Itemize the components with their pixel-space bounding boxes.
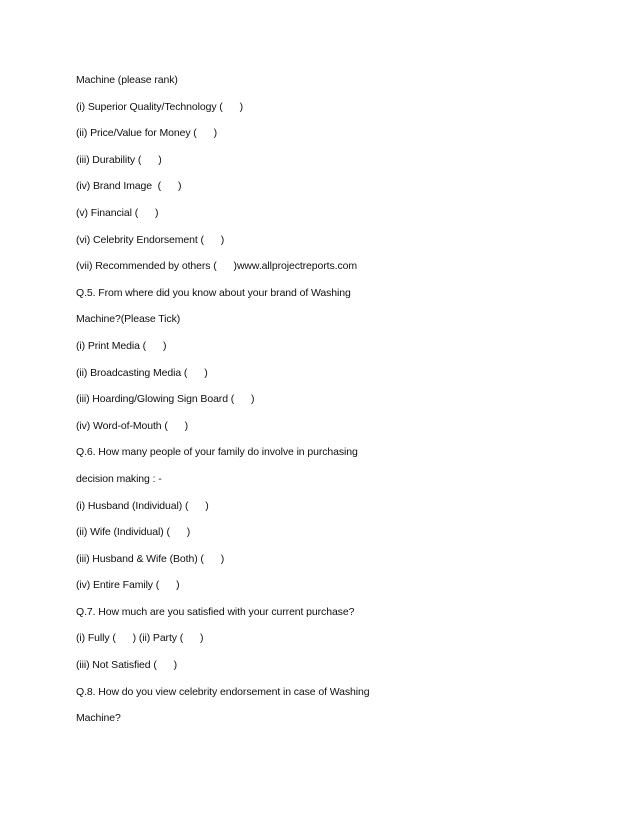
text-line: (ii) Wife (Individual) ( ) — [76, 526, 191, 539]
text-line: (iv) Entire Family ( ) — [76, 579, 180, 592]
text-line: Machine? — [76, 712, 121, 725]
text-line: (iii) Husband & Wife (Both) ( ) — [76, 552, 225, 565]
text-line: Machine (please rank) — [76, 74, 178, 86]
document-body — [76, 72, 596, 737]
text-line: (i) Print Media ( ) — [76, 339, 167, 352]
question-heading: Q.6. How many people of your family do involve in purchasing — [76, 446, 358, 459]
text-line: (iv) Word-of-Mouth ( ) — [76, 419, 189, 432]
text-line: (i) Fully ( ) (ii) Party ( ) — [76, 632, 204, 645]
text-line: (ii) Broadcasting Media ( ) — [76, 366, 208, 379]
text-line: (vii) Recommended by others ( )www.allprojectreports.com — [76, 260, 357, 273]
text-line: (v) Financial ( ) — [76, 206, 159, 219]
text-line: (ii) Price/Value for Money ( ) — [76, 127, 218, 140]
text-line: (vi) Celebrity Endorsement ( ) — [76, 233, 225, 246]
question-heading: Q.8. How do you view celebrity endorsement in case of Washing — [76, 685, 370, 698]
text-line: Machine?(Please Tick) — [76, 313, 181, 326]
text-line: (iv) Brand Image ( ) — [76, 180, 182, 193]
question-heading: Q.5. From where did you know about your brand of Washing — [76, 286, 351, 299]
question-heading: Q.7. How much are you satisfied with your current purchase? — [76, 605, 355, 618]
text-line: (i) Superior Quality/Technology ( ) — [76, 100, 243, 113]
text-line: (iii) Durability ( ) — [76, 153, 162, 166]
text-line: (iii) Hoarding/Glowing Sign Board ( ) — [76, 393, 255, 406]
text-line: (iii) Not Satisfied ( ) — [76, 659, 178, 672]
text-line: (i) Husband (Individual) ( ) — [76, 499, 209, 512]
text-line: decision making : - — [76, 472, 162, 485]
